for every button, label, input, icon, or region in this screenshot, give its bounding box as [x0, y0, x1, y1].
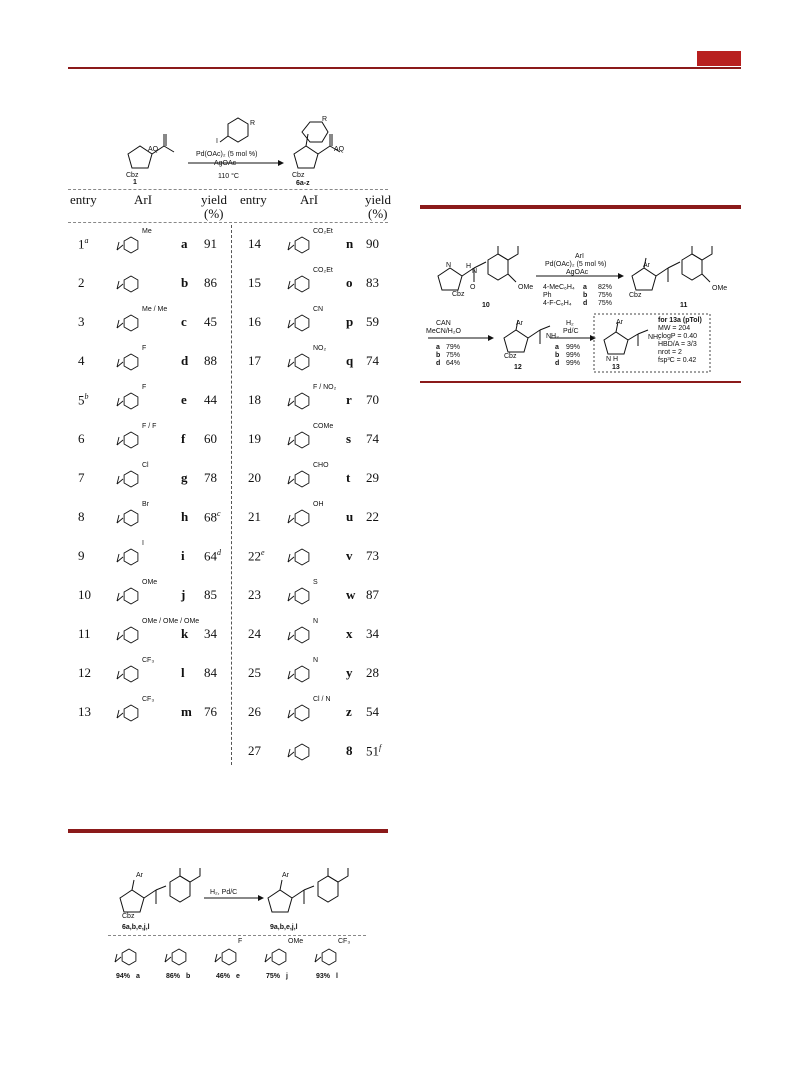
compound-letter: y [346, 665, 353, 680]
s2-step2-key: b [436, 352, 441, 359]
entry-number-text: 3 [78, 314, 85, 329]
yield-value [204, 626, 217, 642]
yield-value [204, 470, 217, 486]
yield-text: 68 [204, 509, 217, 525]
s3-prod-label: 9a,b,e,j,l [270, 924, 298, 931]
aryl-ring-icon [283, 306, 317, 336]
s2-step3-key: d [555, 360, 560, 367]
aryl-substituent: F / NO₂ [313, 384, 337, 391]
yield-text: 28 [366, 665, 379, 680]
entry-number [248, 587, 261, 603]
s2-property: clogP = 0.40 [658, 333, 697, 340]
aryl-substituent: I [142, 540, 144, 547]
entry-number [78, 704, 91, 720]
scheme1-sm-cbz: Cbz [126, 172, 139, 179]
aryl-ring-icon [283, 540, 317, 570]
entry-number-text: 11 [78, 626, 91, 641]
compound-letter: n [346, 236, 354, 251]
s2-step2-key: a [436, 344, 440, 351]
s2-sm-label: 10 [482, 302, 490, 309]
yield-value [366, 470, 379, 486]
entry-footnote: b [84, 392, 89, 401]
compound-letter: p [346, 314, 354, 329]
col-entry-right: entry [240, 192, 267, 207]
entry-number-text: 16 [248, 314, 261, 329]
yield-value [366, 626, 379, 642]
entry-number-text: 15 [248, 275, 261, 290]
scheme1-temp: 110 °C [218, 173, 239, 180]
s2-ar-name: 4-MeC₆H₄ [543, 284, 575, 291]
entry-number-text: 1 [78, 236, 85, 252]
yield-text: 83 [366, 275, 379, 290]
entry-number-text: 19 [248, 431, 261, 446]
compound-letter: j [181, 587, 186, 602]
s2-ar-key: a [583, 284, 587, 291]
yield-text: 34 [204, 626, 217, 641]
yield-text: 22 [366, 509, 379, 524]
aryl-substituent: CO₂Et [313, 228, 333, 235]
s3-yield: 75% [266, 973, 281, 980]
yield-text: 29 [366, 470, 379, 485]
yield-text: 54 [366, 704, 379, 719]
scheme1-sm-aq: AQ [148, 146, 159, 153]
yield-value [366, 704, 379, 720]
aryl-ring-icon [112, 618, 146, 648]
s2-prod-ome: OMe [712, 285, 728, 292]
entry-number [248, 236, 261, 252]
compound-letter: f [181, 431, 186, 446]
entry-number [248, 665, 261, 681]
yield-value [204, 392, 217, 408]
entry-number-text: 7 [78, 470, 85, 485]
entry-number [248, 314, 261, 330]
scheme2-bottom-rule [420, 381, 741, 383]
aryl-ring-icon [112, 579, 146, 609]
aryl-substituent: NO₂ [313, 345, 327, 352]
yield-value [366, 743, 381, 759]
aryl-substituent: CF₃ [142, 696, 155, 703]
s2-property: fsp³C = 0.42 [658, 357, 697, 364]
aryl-substituent: OMe [142, 579, 158, 586]
s2-ar-key: d [583, 300, 588, 307]
yield-text: 59 [366, 314, 379, 329]
col-yield-right: yield [365, 192, 391, 207]
aryl-substituent: Br [142, 501, 149, 508]
compound-letter: r [346, 392, 352, 407]
s3-divider [108, 935, 366, 936]
yield-text: 78 [204, 470, 217, 485]
col-pct-left: (%) [204, 206, 224, 221]
header-rule [68, 67, 741, 69]
aryl-ring-icon [283, 579, 317, 609]
aryl-ring-icon [112, 501, 146, 531]
s2-i12-cbz: Cbz [504, 353, 517, 360]
s2-ar-key: b [583, 292, 588, 299]
scheme1-prod-aq: AQ [334, 146, 345, 153]
s2-sm-n2: N [472, 268, 478, 275]
entry-number [78, 470, 85, 486]
yield-value [366, 392, 379, 408]
s2-sm-ome: OMe [518, 284, 534, 291]
s2-step3-pct: 99% [566, 352, 581, 359]
entry-number [248, 704, 261, 720]
entry-number-text: 2 [78, 275, 85, 290]
s3-aryl-ring-icon [160, 940, 194, 970]
yield-value [366, 548, 379, 564]
entry-number [248, 743, 261, 759]
yield-value [204, 431, 217, 447]
page-tab [697, 51, 741, 66]
yield-value [204, 587, 217, 603]
aryl-ring-icon [112, 423, 146, 453]
yield-text: 74 [366, 431, 379, 446]
s2-sm-cbz: Cbz [452, 291, 465, 298]
yield-text: 64 [204, 548, 217, 564]
aryl-ring-icon [283, 657, 317, 687]
compound-letter: o [346, 275, 353, 290]
s2-step2-pct: 75% [446, 352, 461, 359]
yield-value [366, 509, 379, 525]
entry-number-text: 23 [248, 587, 261, 602]
s2-i13-nh2: NH₂ [648, 334, 661, 341]
aryl-substituent: N [313, 657, 319, 664]
entry-number [78, 548, 85, 564]
scheme2-top-rule [420, 205, 741, 209]
yield-value [366, 587, 379, 603]
s2-props-title: for 13a (pTol) [658, 317, 702, 324]
yield-value [366, 431, 379, 447]
entry-number [248, 470, 261, 486]
yield-footnote: d [217, 548, 221, 557]
aryl-substituent: CO₂Et [313, 267, 333, 274]
compound-letter: u [346, 509, 354, 524]
yield-value [204, 509, 221, 525]
aryl-substituent: F / F [142, 423, 157, 430]
compound-letter: m [181, 704, 192, 719]
s2-step3-cat: Pd/C [563, 328, 579, 335]
col-entry-left: entry [70, 192, 97, 207]
aryl-substituent: F [142, 384, 147, 391]
entry-number-text: 4 [78, 353, 85, 368]
scheme1-sm-label: 1 [133, 179, 137, 186]
scheme1-additive: AgOAc [214, 160, 237, 167]
s3-yield: 86% [166, 973, 181, 980]
aryl-substituent: OMe / OMe / OMe [142, 618, 200, 625]
s2-ar-name: 4-F-C₆H₄ [543, 300, 572, 307]
aryl-substituent: S [313, 579, 318, 586]
aryl-substituent: CHO [313, 462, 329, 469]
s2-i12-ar: Ar [516, 320, 523, 327]
col-ari-left: ArI [134, 192, 153, 207]
yield-text: 90 [366, 236, 379, 251]
entry-number [78, 587, 91, 603]
yield-text: 51 [366, 743, 379, 759]
aryl-substituent: CN [313, 306, 324, 313]
s2-reagent: ArI [575, 253, 584, 260]
yield-text: 60 [204, 431, 217, 446]
s3-aryl-ring-icon [110, 940, 144, 970]
s3-key: e [236, 973, 240, 980]
scheme1-prod-label: 6a-z [296, 180, 310, 187]
compound-letter: q [346, 353, 354, 368]
table-header-divider [68, 222, 388, 224]
aryl-ring-icon [283, 501, 317, 531]
s2-step3-key: a [555, 344, 559, 351]
s2-step3-key: b [555, 352, 560, 359]
s2-prod-ar: Ar [643, 262, 650, 269]
s3-substituent: F [238, 938, 243, 945]
s2-step3-reagent: H₂ [566, 320, 574, 327]
s3-key: l [336, 973, 338, 980]
yield-value [204, 314, 217, 330]
s2-step2-pct: 64% [446, 360, 461, 367]
aryl-ring-icon [112, 384, 146, 414]
entry-number [248, 353, 261, 369]
yield-value [204, 704, 217, 720]
s3-prod-ar: Ar [282, 872, 289, 879]
scheme1-prod-r: R [322, 116, 328, 123]
aryl-ring-icon [112, 657, 146, 687]
yield-text: 76 [204, 704, 217, 719]
yield-text: 91 [204, 236, 217, 251]
yield-value [366, 236, 379, 252]
s2-i13-ar: Ar [616, 319, 623, 326]
s3-sm-label: 6a,b,e,j,l [122, 924, 150, 931]
s2-i13-nh: N H [606, 356, 619, 363]
compound-letter: z [346, 704, 352, 719]
entry-number-text: 17 [248, 353, 261, 368]
entry-number [78, 236, 89, 252]
yield-text: 74 [366, 353, 379, 368]
s3-reagent: H₂, Pd/C [210, 889, 238, 896]
aryl-ring-icon [283, 228, 317, 258]
compound-letter: v [346, 548, 353, 563]
s2-property: nrot = 2 [658, 349, 682, 356]
aryl-substituent: OH [313, 501, 324, 508]
entry-number-text: 22 [248, 548, 261, 564]
s2-i12-label: 12 [514, 364, 522, 371]
entry-number-text: 20 [248, 470, 261, 485]
s2-prod-label: 11 [680, 302, 688, 309]
col-pct-right: (%) [368, 206, 388, 221]
entry-number [78, 392, 89, 408]
entry-number-text: 10 [78, 587, 91, 602]
yield-value [204, 236, 217, 252]
entry-number [78, 314, 85, 330]
entry-number [248, 548, 265, 564]
yield-value [366, 314, 379, 330]
entry-number [248, 626, 261, 642]
aryl-ring-icon [112, 306, 146, 336]
compound-letter: k [181, 626, 189, 641]
compound-letter: c [181, 314, 187, 329]
entry-number-text: 21 [248, 509, 261, 524]
yield-text: 44 [204, 392, 217, 407]
compound-letter: x [346, 626, 353, 641]
s3-key: a [136, 973, 140, 980]
entry-number-text: 26 [248, 704, 261, 719]
s2-sm-h: H [466, 263, 472, 270]
aryl-ring-icon [112, 228, 146, 258]
aryl-substituent: Me / Me [142, 306, 168, 313]
entry-number-text: 12 [78, 665, 91, 680]
compound-letter: s [346, 431, 352, 446]
s3-yield: 94% [116, 973, 131, 980]
s2-i12-nh2: NH₂ [546, 333, 559, 340]
entry-number-text: 5 [78, 392, 85, 408]
yield-text: 70 [366, 392, 379, 407]
yield-footnote: f [379, 743, 382, 752]
aryl-ring-icon [112, 462, 146, 492]
compound-letter: t [346, 470, 351, 485]
aryl-ring-icon [283, 345, 317, 375]
entry-number-text: 18 [248, 392, 261, 407]
aryl-substituent: COMe [313, 423, 334, 430]
compound-letter: w [346, 587, 356, 602]
compound-letter: e [181, 392, 187, 407]
s3-yield: 93% [316, 973, 331, 980]
s2-step2-reagent: CAN [436, 320, 451, 327]
s2-prod-cbz: Cbz [629, 292, 642, 299]
s2-step2-pct: 79% [446, 344, 461, 351]
aryl-ring-icon [283, 696, 317, 726]
yield-value [366, 275, 379, 291]
scheme3-graphic [108, 868, 378, 928]
entry-number [78, 431, 85, 447]
scheme1-prod-cbz: Cbz [292, 172, 305, 179]
s2-sm-n: N [446, 262, 452, 269]
entry-number-text: 13 [78, 704, 91, 719]
s2-step2-solvent: MeCN/H₂O [426, 328, 461, 335]
yield-value [204, 548, 221, 564]
s2-catalyst: Pd(OAc)₂ (5 mol %) [545, 261, 607, 268]
entry-number-text: 24 [248, 626, 261, 641]
aryl-substituent: F [142, 345, 147, 352]
entry-footnote: e [261, 548, 265, 557]
entry-number [78, 665, 91, 681]
compound-letter: l [181, 665, 185, 680]
entry-number [248, 275, 261, 291]
col-yield-left: yield [201, 192, 227, 207]
entry-number [248, 392, 261, 408]
aryl-ring-icon [112, 696, 146, 726]
col-ari-right: ArI [300, 192, 319, 207]
entry-number [248, 431, 261, 447]
aryl-ring-icon [112, 267, 146, 297]
yield-text: 73 [366, 548, 379, 563]
compound-letter: b [181, 275, 189, 290]
aryl-ring-icon [283, 423, 317, 453]
s3-key: j [286, 973, 288, 980]
aryl-ring-icon [283, 267, 317, 297]
scheme1-iodide: I [216, 138, 218, 145]
entry-number [78, 626, 91, 642]
scheme3-top-rule [68, 829, 388, 833]
yield-value [204, 353, 217, 369]
s2-step3-pct: 99% [566, 344, 581, 351]
entry-number-text: 9 [78, 548, 85, 563]
s2-ar-pct: 75% [598, 292, 613, 299]
entry-number-text: 14 [248, 236, 261, 251]
s2-i13-label: 13 [612, 364, 620, 371]
s3-substituent: CF₃ [338, 938, 351, 945]
aryl-ring-icon [283, 462, 317, 492]
entry-number-text: 8 [78, 509, 85, 524]
aryl-ring-icon [112, 540, 146, 570]
table-column-divider [231, 225, 233, 765]
yield-footnote: c [217, 509, 221, 518]
table-top-divider [68, 189, 388, 191]
s2-step2-key: d [436, 360, 441, 367]
scheme1-catalyst: Pd(OAc)₂ (5 mol %) [196, 151, 258, 158]
s2-additive: AgOAc [566, 269, 589, 276]
yield-value [366, 665, 379, 681]
yield-text: 86 [204, 275, 217, 290]
entry-number [78, 275, 85, 291]
s2-ar-name: Ph [543, 292, 552, 299]
yield-text: 45 [204, 314, 217, 329]
aryl-substituent: Me [142, 228, 152, 235]
s2-property: MW = 204 [658, 325, 691, 332]
yield-value [204, 275, 217, 291]
s3-sm-ar: Ar [136, 872, 143, 879]
s2-step3-pct: 99% [566, 360, 581, 367]
compound-letter: i [181, 548, 185, 563]
aryl-ring-icon [283, 618, 317, 648]
yield-text: 87 [366, 587, 379, 602]
s2-ar-pct: 82% [598, 284, 613, 291]
compound-letter: 8 [346, 743, 353, 758]
aryl-substituent: Cl / N [313, 696, 331, 703]
yield-value [204, 665, 217, 681]
compound-letter: g [181, 470, 188, 485]
aryl-substituent: CF₃ [142, 657, 155, 664]
yield-text: 85 [204, 587, 217, 602]
compound-letter: h [181, 509, 189, 524]
s3-yield: 46% [216, 973, 231, 980]
s3-key: b [186, 973, 191, 980]
s3-sm-cbz: Cbz [122, 913, 135, 920]
s2-property: HBD/A = 3/3 [658, 341, 697, 348]
entry-footnote: a [84, 236, 89, 245]
entry-number [78, 353, 85, 369]
yield-text: 34 [366, 626, 379, 641]
s3-substituent: OMe [288, 938, 304, 945]
yield-text: 84 [204, 665, 217, 680]
entry-number [248, 509, 261, 525]
compound-letter: a [181, 236, 188, 251]
scheme1-r: R [250, 120, 256, 127]
compound-letter: d [181, 353, 189, 368]
s2-ar-pct: 75% [598, 300, 613, 307]
entry-number [78, 509, 85, 525]
yield-text: 88 [204, 353, 217, 368]
aryl-substituent: Cl [142, 462, 149, 469]
entry-number-text: 27 [248, 743, 261, 758]
entry-number-text: 25 [248, 665, 261, 680]
s2-sm-o: O [470, 284, 476, 291]
aryl-ring-icon [283, 384, 317, 414]
aryl-ring-icon [112, 345, 146, 375]
aryl-ring-icon [283, 735, 317, 765]
entry-number-text: 6 [78, 431, 85, 446]
aryl-substituent: N [313, 618, 319, 625]
yield-value [366, 353, 379, 369]
